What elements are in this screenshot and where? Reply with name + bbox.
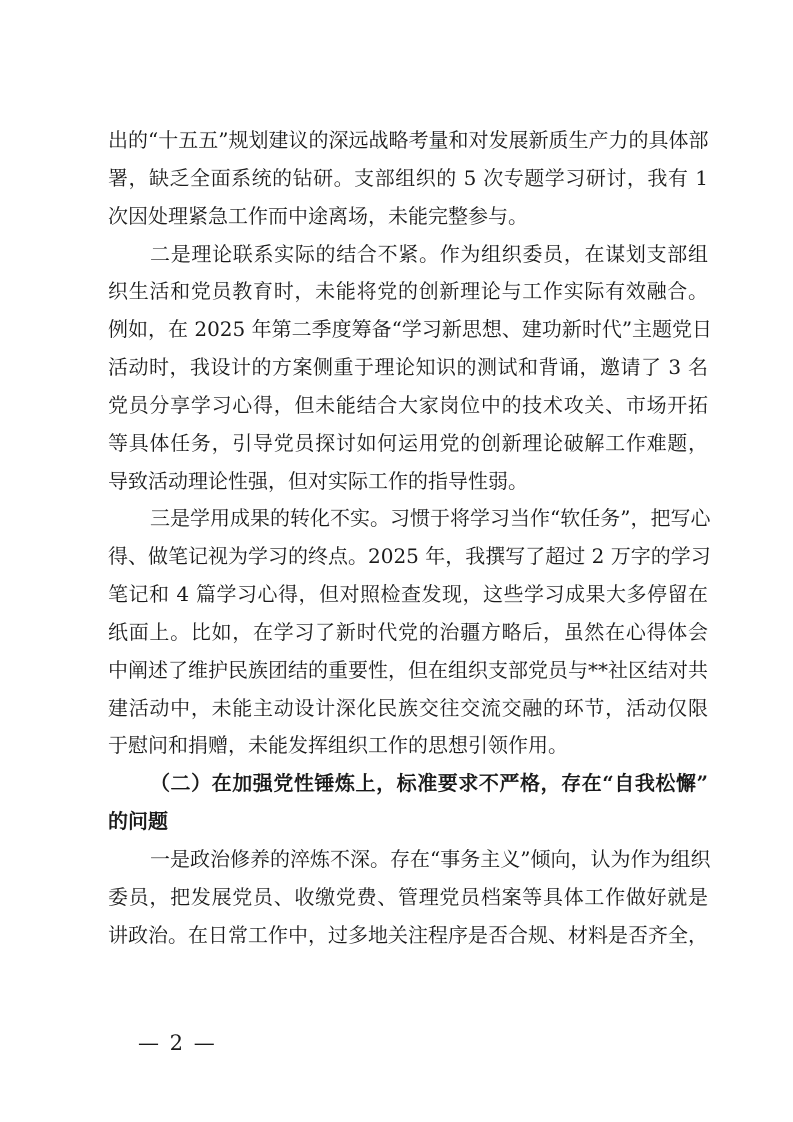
text-line: 讲政治。在日常工作中，过多地关注程序是否合规、材料是否齐全， [108, 923, 708, 947]
text-line: 中阐述了维护民族团结的重要性，但在组织支部党员与**社区结对共 [108, 658, 708, 682]
text-line: 党员分享学习心得，但未能结合大家岗位中的技术攻关、市场开拓 [108, 393, 708, 417]
text-line: 署，缺乏全面系统的钻研。支部组织的 5 次专题学习研讨，我有 1 [108, 166, 708, 190]
text-line: 活动时，我设计的方案侧重于理论知识的测试和背诵，邀请了 3 名 [108, 355, 708, 379]
paragraph-first-line: 一是政治修养的淬炼不深。存在“事务主义”倾向，认为作为组织 [150, 847, 711, 871]
text-line: 导致活动理论性强，但对实际工作的指导性弱。 [108, 469, 528, 493]
text-line: 等具体任务，引导党员探讨如何运用党的创新理论破解工作难题， [108, 431, 708, 455]
page-number: — 2 — [138, 1031, 217, 1055]
text-line: 得、做笔记视为学习的终点。2025 年，我撰写了超过 2 万字的学习 [108, 544, 711, 568]
text-line: 于慰问和捐赠，未能发挥组织工作的思想引领作用。 [108, 733, 568, 757]
paragraph-first-line: 三是学用成果的转化不实。习惯于将学习当作“软任务”，把写心 [150, 506, 711, 530]
text-line: 例如，在 2025 年第二季度筹备“学习新思想、建功新时代”主题党日 [108, 317, 713, 341]
text-line: 次因处理紧急工作而中途离场，未能完整参与。 [108, 204, 528, 228]
text-line: 笔记和 4 篇学习心得，但对照检查发现，这些学习成果大多停留在 [108, 582, 708, 606]
text-line: 建活动中，未能主动设计深化民族交往交流交融的环节，活动仅限 [108, 696, 708, 720]
paragraph-first-line: 二是理论联系实际的结合不紧。作为组织委员，在谋划支部组 [150, 242, 708, 266]
section-heading: （二）在加强党性锤炼上，标准要求不严格，存在“自我松懈” [150, 771, 708, 795]
text-line: 出的“十五五”规划建议的深远战略考量和对发展新质生产力的具体部 [108, 128, 709, 152]
text-line: 委员，把发展党员、收缴党费、管理党员档案等具体工作做好就是 [108, 885, 708, 909]
text-line: 织生活和党员教育时，未能将党的创新理论与工作实际有效融合。 [108, 279, 708, 303]
section-heading-continuation: 的问题 [108, 809, 168, 833]
text-line: 纸面上。比如，在学习了新时代党的治疆方略后，虽然在心得体会 [108, 620, 708, 644]
